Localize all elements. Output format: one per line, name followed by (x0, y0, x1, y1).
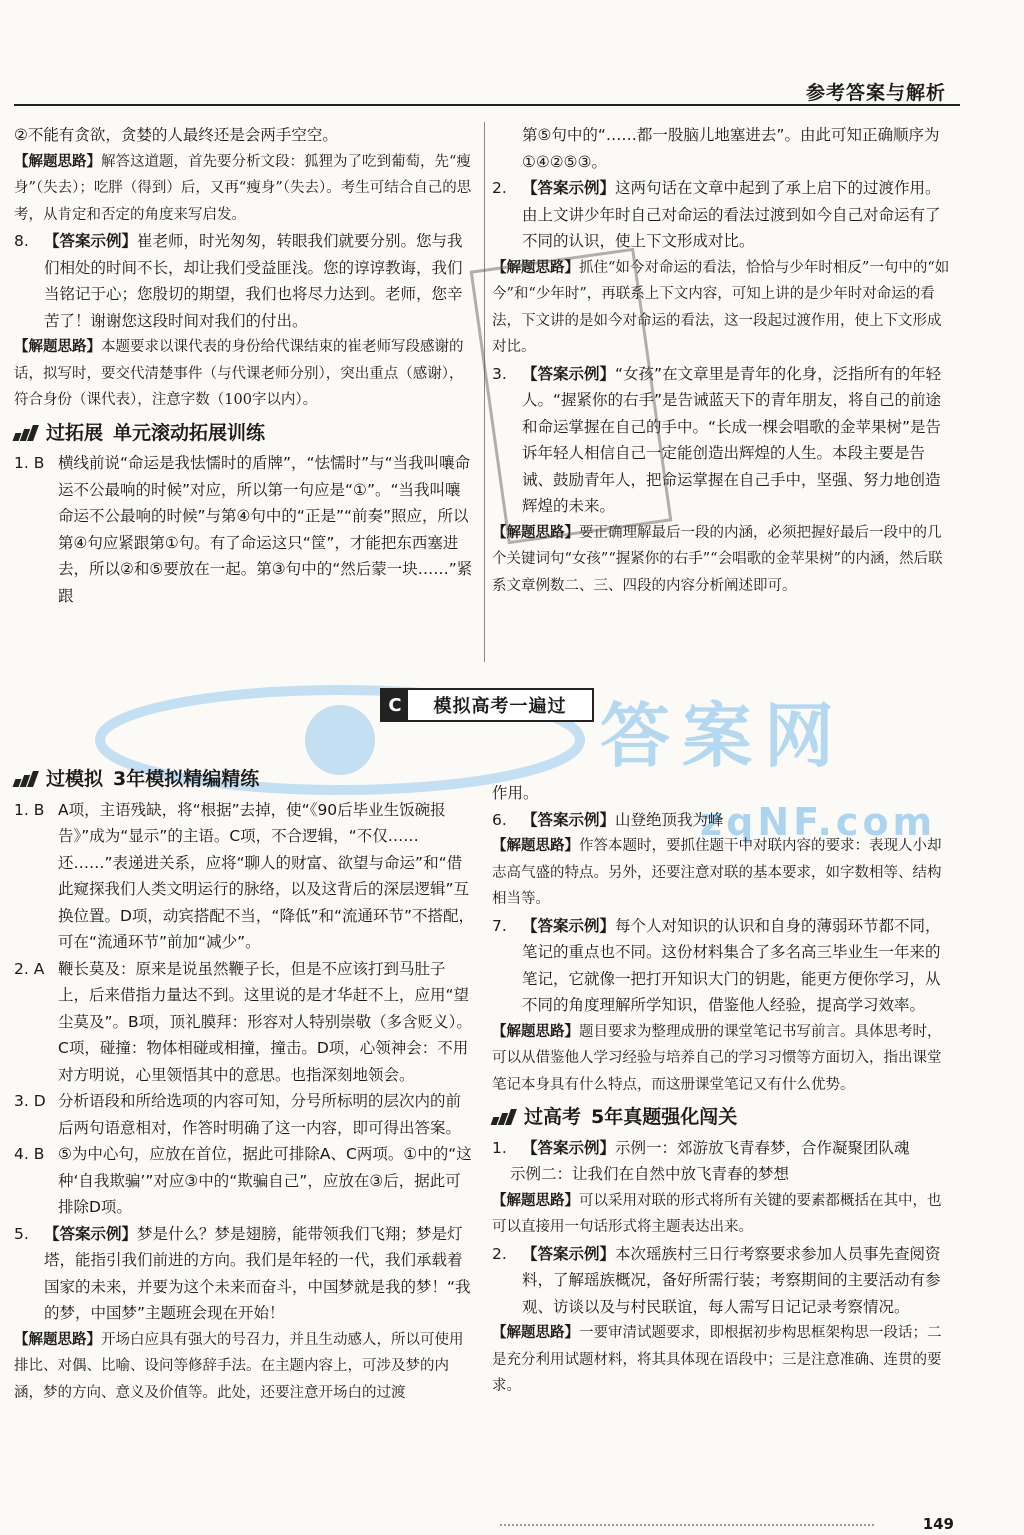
question-number: 2. (492, 179, 507, 197)
think-block (14, 149, 476, 229)
column-divider (484, 122, 485, 662)
section-subtitle: 单元滚动拓展训练 (113, 421, 266, 444)
question-2 (492, 175, 952, 255)
question-7 (492, 913, 952, 1019)
section-banner (380, 688, 594, 722)
section-subtitle: 5年真题强化闯关 (591, 1106, 738, 1128)
think-block (14, 1327, 476, 1407)
answer-text: 这两句话在文章中起到了承上启下的过渡作用。由上文讲少年时自己对命运的看法过渡到如今自己对命运有了不同的认识，使上下文形成对比。 (522, 179, 941, 250)
think-tag: 【解题思路】 (492, 1324, 579, 1341)
answer-tag: 【答案示例】 (522, 1244, 616, 1263)
answer-tag: 【答案示例】 (522, 916, 616, 935)
think-tag: 【解题思路】 (492, 1191, 579, 1209)
question-number: 8. (14, 232, 29, 250)
think-tag: 【解题思路】 (492, 258, 579, 276)
answer-line: ②不能有贪欲，贪婪的人最终还是会两手空空。 (14, 126, 338, 144)
think-text: 开场白应具有强大的号召力，并且生动感人，所以可使用排比、对偶、比喻、设问等修辞手法。在主题内容上，可涉及梦的内涵，梦的方向、意义及价值等。此处，还要注意开场白的过渡 (14, 1331, 464, 1401)
think-text: 题目要求为整理成册的课堂笔记书写前言。具体思考时，可以从借鉴他人学习经验与培养自己的学习习惯等方面切入，指出课堂笔记本身具有什么特点，而这册课堂笔记又有什么优势。 (492, 1023, 942, 1093)
think-block (14, 334, 476, 414)
think-block (492, 833, 952, 913)
answer-continuation: 第⑤句中的“……都一股脑儿地塞进去”。由此可知正确顺序为①④②⑤③。 (522, 126, 940, 171)
think-text: 解答这道题，首先要分析文段：狐狸为了吃到葡萄，先“瘦身”（失去）；吃胖（得到）后，又再“瘦身”（失去）。考生可结合自己的思考，从肯定和否定的角度来写启发。 (14, 153, 472, 223)
answer-tag: 【答案示例】 (522, 810, 616, 829)
answer-continuation: 作用。 (492, 784, 539, 802)
think-text: 抓住“如今对命运的看法，恰恰与少年时相反”一句中的“如今”和“少年时”，再联系上下文内容，可知上讲的是少年时对命运的看法，下文讲的是如今对命运的看法，这一段起过渡作用，使上下文形成对比。 (492, 259, 950, 355)
expand-question-1 (14, 450, 476, 609)
think-tag: 【解题思路】 (14, 1330, 101, 1348)
answer-text: ⑤为中心句，应放在首位，据此可排除A、C两项。①中的“这种‘自我欺骗’”对应③中的“欺骗自己”，应放在③后，据此可排除D项。 (58, 1145, 472, 1216)
left-column-top (14, 122, 476, 609)
banner-badge: C (382, 690, 408, 720)
section-heading-exam (492, 1104, 952, 1131)
question-number: 1. (492, 1138, 507, 1157)
sim-question-2 (14, 956, 476, 1089)
answer-text: 崔老师，时光匆匆，转眼我们就要分别。您与我们相处的时间不长，却让我们受益匪浅。您的谆谆教诲，我们当铭记于心；您殷切的期望，我们也将尽力达到。老师，您辛苦了！谢谢您这段时间对我们的付出。 (44, 232, 463, 330)
question-number: 2. A (14, 959, 45, 978)
question-number: 5. (14, 1224, 29, 1243)
section-title: 过高考 (524, 1106, 582, 1128)
section-title: 过拓展 (46, 421, 104, 444)
question-8 (14, 228, 476, 334)
question-number: 4. B (14, 1145, 45, 1163)
section-bars-icon (492, 1109, 514, 1125)
think-block (492, 1320, 952, 1400)
watermark-url: zqNF.com (700, 800, 937, 844)
answer-text: 梦是什么？梦是翅膀，能带领我们飞翔；梦是灯塔，能指引我们前进的方向。我们是年轻的一代，我们承载着国家的未来，并要为这个未来而奋斗，中国梦就是我的梦！“我的梦，中国梦”主题班会现在开始！ (44, 1224, 471, 1322)
question-number: 2. (492, 1244, 507, 1263)
question-6 (492, 807, 952, 834)
answer-text: 示例一：郊游放飞青春梦，合作凝聚团队魂 (615, 1138, 910, 1157)
answer-text: A项，主语残缺，将“根据”去掉，使“《90后毕业生饭碗报告》”成为“显示”的主语。C项，不合逻辑，“不仅……还……”表递进关系，应将“聊人的财富、欲望与命运”和“借此窥探我们人类文明运行的脉络，以及这背后的深层逻辑”互换位置。D项，动宾搭配不当，“降低”和“流通环节”不搭配，可在“流通环节”前加“减少”。 (58, 800, 475, 951)
header-title: 参考答案与解析 (805, 82, 946, 104)
sim-question-3 (14, 1088, 476, 1141)
answer-text-2: 示例二：让我们在自然中放飞青春的梦想 (510, 1165, 790, 1183)
header-rule (14, 104, 960, 106)
think-tag: 【解题思路】 (14, 152, 101, 170)
answer-tag: 【答案示例】 (522, 364, 616, 383)
banner-label: 模拟高考一遍过 (433, 696, 567, 717)
section-bars-icon (14, 771, 36, 787)
question-number: 1. B (14, 800, 45, 819)
footer-rule (500, 1524, 874, 1526)
think-text: 要正确理解最后一段的内涵，必须把握好最后一段中的几个关键词句“女孩”“握紧你的右手”“会唱歌的金苹果树”的内涵，然后联系文章例数二、三、四段的内容分析阐述即可。 (492, 524, 943, 594)
answer-text: “女孩”在文章里是青年的化身，泛指所有的年轻人。“握紧你的右手”是告诫蓝天下的青年朋友，将自己的前途和命运掌握在自己的手中。“长成一棵会唱歌的金苹果树”是告诉年轻人相信自己一定能创造出辉煌的人生。本段主要是告诫、鼓励青年人，把命运掌握在自己手中，坚强、努力地创造辉煌的未来。 (522, 364, 942, 515)
think-tag: 【解题思路】 (14, 338, 101, 355)
exam-question-2 (492, 1241, 952, 1321)
answer-tag: 【答案示例】 (522, 179, 616, 197)
question-number: 6. (492, 810, 507, 829)
think-tag: 【解题思路】 (492, 837, 579, 854)
think-block (492, 1019, 952, 1099)
answer-text: 鞭长莫及：原来是说虽然鞭子长，但是不应该打到马肚子上，后来借指力量达不到。这里说的是才华赶不上，应用“望尘莫及”。B项，顶礼膜拜：形容对人特别崇敬（多含贬义）。C项，碰撞：物体相碰或相撞，撞击。D项，心领神会：不用对方明说，心里领悟其中的意思。也指深刻地领会。 (58, 959, 472, 1084)
sim-question-4 (14, 1141, 476, 1221)
think-text: 一要审清试题要求，即根据初步构思框架构思一段话；二是充分利用试题材料，将其具体现在语段中；三是注意准确、连贯的要求。 (492, 1325, 942, 1394)
think-text: 本题要求以课代表的身份给代课结束的崔老师写段感谢的话，拟写时，要交代清楚事件（与代课老师分别），突出重点（感谢），符合身份（课代表），注意字数（100字以内）。 (14, 339, 464, 408)
answer-tag: 【答案示例】 (44, 232, 138, 250)
answer-text: 本次瑶族村三日行考察要求参加人员事先查阅资料，了解瑶族概况，备好所需行装；考察期间的主要活动有参观、访谈以及与村民联谊，每人需写日记记录考察情况。 (522, 1244, 941, 1316)
answer-tag: 【答案示例】 (522, 1138, 616, 1157)
section-heading-expand (14, 420, 476, 447)
think-text: 可以采用对联的形式将所有关键的要素都概括在其中，也可以直接用一句话形式将主题表达出来。 (492, 1192, 942, 1235)
think-block (492, 1188, 952, 1241)
question-number: 7. (492, 916, 507, 935)
answer-text: 每个人对知识的认识和自身的薄弱环节都不同，笔记的重点也不同。这份材料集合了多名高三毕业生一年来的笔记，它就像一把打开知识大门的钥匙，能更方便你学习，从不同的角度理解所学知识，借鉴他人经验，提高学习效率。 (522, 916, 941, 1014)
watermark-text: 答案网 (600, 695, 846, 777)
think-tag: 【解题思路】 (492, 1022, 579, 1040)
answer-text: 分析语段和所给选项的内容可知，分号所标明的层次内的前后两句语意相对，作答时明确了这一内容，即可得出答案。 (58, 1092, 462, 1137)
sim-question-5 (14, 1221, 476, 1327)
answer-text: 横线前说“命运是我怯懦时的盾牌”，“怯懦时”与“当我叫嚷命运不公最响的时候”对应，所以第一句应是“①”。“当我叫嚷命运不公最响的时候”与第④句中的“正是”“前奏”照应，所以第④句应紧跟第①句。有了命运这只“筐”，才能把东西塞进去，所以②和⑤要放在一起。第③句中的“然后蒙一块……”紧跟 (58, 454, 473, 605)
page-number: 149 (922, 1515, 954, 1533)
question-number: 3. (492, 364, 507, 383)
section-heading-simulation (14, 766, 476, 793)
question-number: 1. B (14, 454, 45, 472)
left-column-bottom (14, 760, 476, 1406)
section-title: 过模拟 (46, 768, 104, 790)
sim-question-1 (14, 797, 476, 956)
answer-text: 山登绝顶我为峰 (615, 810, 724, 829)
think-text: 作答本题时，要抓住题干中对联内容的要求：表现人小却志高气盛的特点。另外，还要注意对联的基本要求，如字数相等、结构相当等。 (492, 838, 942, 907)
think-tag: 【解题思路】 (492, 523, 579, 541)
right-column-bottom (492, 780, 952, 1400)
section-subtitle: 3年模拟精编精练 (113, 768, 260, 790)
exam-question-1 (492, 1135, 952, 1162)
section-bars-icon (14, 425, 36, 441)
answer-tag: 【答案示例】 (44, 1224, 138, 1243)
question-number: 3. D (14, 1092, 46, 1110)
